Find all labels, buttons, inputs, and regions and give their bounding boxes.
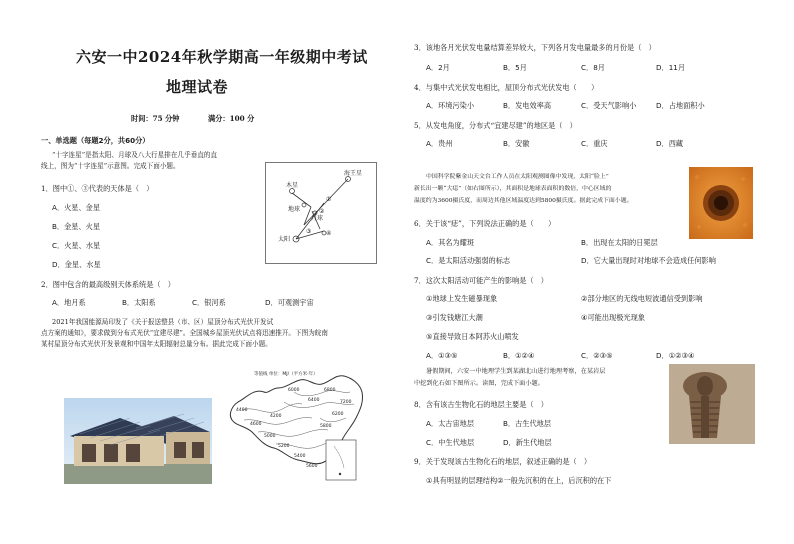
q7-item-2: ②部分地区的无线电短波通信受到影响	[581, 294, 703, 303]
label-earth: 地球	[288, 206, 301, 213]
intro-paragraph-1-line2: 线上，图为“十字连星”示意图。完成下面小题。	[41, 162, 180, 170]
exam-title-line1: 六安一中2024年秋学期高一年级期中考试	[76, 48, 368, 66]
rooftop-solar-photo-drawing	[64, 398, 212, 484]
q7-option-d: D．①②③④	[656, 351, 695, 360]
label-jupiter: 木星	[286, 182, 299, 189]
question-6: 6．关于该“痣”，下列说法正确的是（ ）	[414, 219, 556, 228]
intro-paragraph-1-line1: “十字连星”是指太阳、月球及八大行星排在几乎垂直的直	[52, 151, 217, 159]
q3-option-c: C．8月	[581, 63, 605, 72]
label-neptune: 海王星	[344, 170, 363, 177]
q9-statement-line1: ①具有明显的层理结构②一般先沉积的在上，后沉积的在下	[426, 476, 612, 485]
contour-label: 6000	[288, 388, 300, 393]
contour-label: 4200	[270, 414, 282, 419]
rooftop-solar-photo	[64, 398, 212, 484]
china-solar-radiation-map	[224, 362, 374, 484]
q4-option-c: C．受天气影响小	[581, 101, 637, 110]
q7-option-c: C．②③⑤	[581, 351, 613, 360]
intro-paragraph-4-line2: 中挖到化石如下图所示。读图，完成下面小题。	[414, 380, 544, 387]
q3-option-b: B．5月	[503, 63, 527, 72]
q6-option-b: B．出现在太阳的日冕层	[581, 238, 658, 247]
q2-option-a: A．地月系	[52, 298, 86, 307]
q5-option-b: B．安徽	[503, 139, 530, 148]
q6-option-a: A．其名为耀斑	[426, 238, 475, 247]
label-circle-3: ③	[306, 228, 312, 235]
intro-paragraph-2-line3: 某村屋顶分布式光伏开发景观和中国年太阳辐射总量分布。据此完成下面小题。	[41, 340, 272, 348]
fossil-image	[669, 364, 755, 444]
trilobite-fossil-drawing	[669, 364, 755, 444]
q8-option-d: D．新生代地层	[503, 438, 552, 447]
contour-label: 5400	[294, 454, 306, 459]
section-heading: 一、单选题（每题2分，共60分）	[41, 136, 150, 145]
map-legend: 等值线 单位：MJ/（平方米·年）	[254, 372, 318, 377]
q1-option-d: D．金星、水星	[52, 260, 101, 269]
intro-paragraph-3-line2: 新长出一颗“大痣”（如右图所示），其面积是地球表面积的数倍，中心区域的	[414, 186, 612, 192]
planet-alignment-diagram	[265, 162, 377, 264]
contour-label: 6400	[308, 398, 320, 403]
intro-paragraph-2-line2: 点方案的通知》，要求做到分布式光伏“宜建尽建”。全国城乡屋顶光伏试点将迅速推开。下图为皖南	[41, 329, 328, 337]
intro-paragraph-3-line3: 温度约为3600摄氏度，而周边其他区域温度达到5800摄氏度。据此完成下面小题。	[414, 198, 633, 204]
label-moon: 月球	[311, 215, 324, 222]
contour-label: 5000	[264, 434, 276, 439]
q1-option-c: C．火星、水星	[52, 241, 101, 250]
q8-option-b: B．古生代地层	[503, 419, 552, 428]
q7-option-a: A．①③⑤	[426, 351, 458, 360]
question-9: 9．关于发现该古生物化石的地层，叙述正确的是（ ）	[414, 457, 592, 466]
q6-option-d: D．它大量出现时对地球不会造成任何影响	[581, 256, 716, 265]
contour-label: 5800	[320, 424, 332, 429]
q2-option-d: D．可观测宇宙	[265, 298, 314, 307]
q4-option-d: D．占地面积小	[656, 101, 705, 110]
label-circle-2: ②	[319, 208, 325, 215]
label-circle-4: ④	[326, 230, 332, 237]
question-2: 2．图中包含的最高级别天体系统是（ ）	[41, 280, 175, 289]
question-1: 1．图中①、③代表的天体是（ ）	[41, 184, 154, 193]
intro-paragraph-4-line1: 暑假期间，六安一中地理学生到某湖北山进行地理考察，在某岩层	[426, 368, 606, 375]
q1-option-b: B．金星、火星	[52, 222, 101, 231]
q5-option-a: A．贵州	[426, 139, 453, 148]
intro-paragraph-2-line1: 2021年我国能源局印发了《关于报送整县（市、区）屋顶分布式光伏开发试	[52, 318, 274, 326]
contour-label: 4400	[236, 408, 248, 413]
intro-paragraph-3-line1: 中国科学院紫金山天文台工作人员在太阳观测图像中发现，太阳“脸上”	[426, 174, 609, 180]
q5-option-c: C．重庆	[581, 139, 608, 148]
q8-option-c: C．中生代地层	[426, 438, 475, 447]
question-5: 5．从发电角度，分布式“宜建尽建”的地区是（ ）	[414, 121, 577, 130]
q8-option-a: A．太古宙地层	[426, 419, 475, 428]
sunspot-drawing	[689, 167, 753, 239]
q3-option-a: A．2月	[426, 63, 450, 72]
q4-option-a: A．环境污染小	[426, 101, 475, 110]
q7-option-b: B．①②④	[503, 351, 535, 360]
contour-label: 6800	[324, 388, 336, 393]
q3-option-d: D．11月	[656, 63, 686, 72]
q4-option-b: B．发电效率高	[503, 101, 552, 110]
question-3: 3．该地各月光伏发电量结算差异较大，下列各月发电量最多的月份是（ ）	[414, 43, 656, 52]
contour-label: 5600	[306, 464, 318, 469]
label-circle-1: ①	[326, 196, 332, 203]
q1-option-a: A．火星、金星	[52, 203, 101, 212]
q6-option-c: C．是太阳活动强弱的标志	[426, 256, 511, 265]
q5-option-d: D．西藏	[656, 139, 684, 148]
exam-score: 满分：100 分	[208, 114, 255, 123]
sunspot-image	[689, 167, 753, 239]
q7-item-3: ③引发钱塘江大潮	[426, 313, 483, 322]
contour-label: 6200	[332, 412, 344, 417]
label-sun: 太阳	[278, 236, 291, 243]
exam-title-line2: 地理试卷	[166, 78, 229, 96]
q2-option-b: B．太阳系	[122, 298, 156, 307]
q2-option-c: C．银河系	[192, 298, 226, 307]
q7-item-4: ④可能出现极光现象	[581, 313, 645, 322]
q7-item-1: ①地球上发生磁暴现象	[426, 294, 498, 303]
exam-time: 时间：75 分钟	[131, 114, 180, 123]
contour-label: 7200	[340, 400, 352, 405]
contour-label: 5200	[278, 444, 290, 449]
question-8: 8．含有该古生物化石的地层主要是（ ）	[414, 400, 548, 409]
question-7: 7．这次太阳活动可能产生的影响是（ ）	[414, 276, 548, 285]
contour-label: 4600	[250, 422, 262, 427]
china-map-drawing	[224, 362, 374, 484]
question-4: 4．与集中式光伏发电相比，屋顶分布式光伏发电（ ）	[414, 83, 599, 92]
q7-item-5: ⑤直接导致日本阿苏火山喷发	[426, 332, 519, 341]
